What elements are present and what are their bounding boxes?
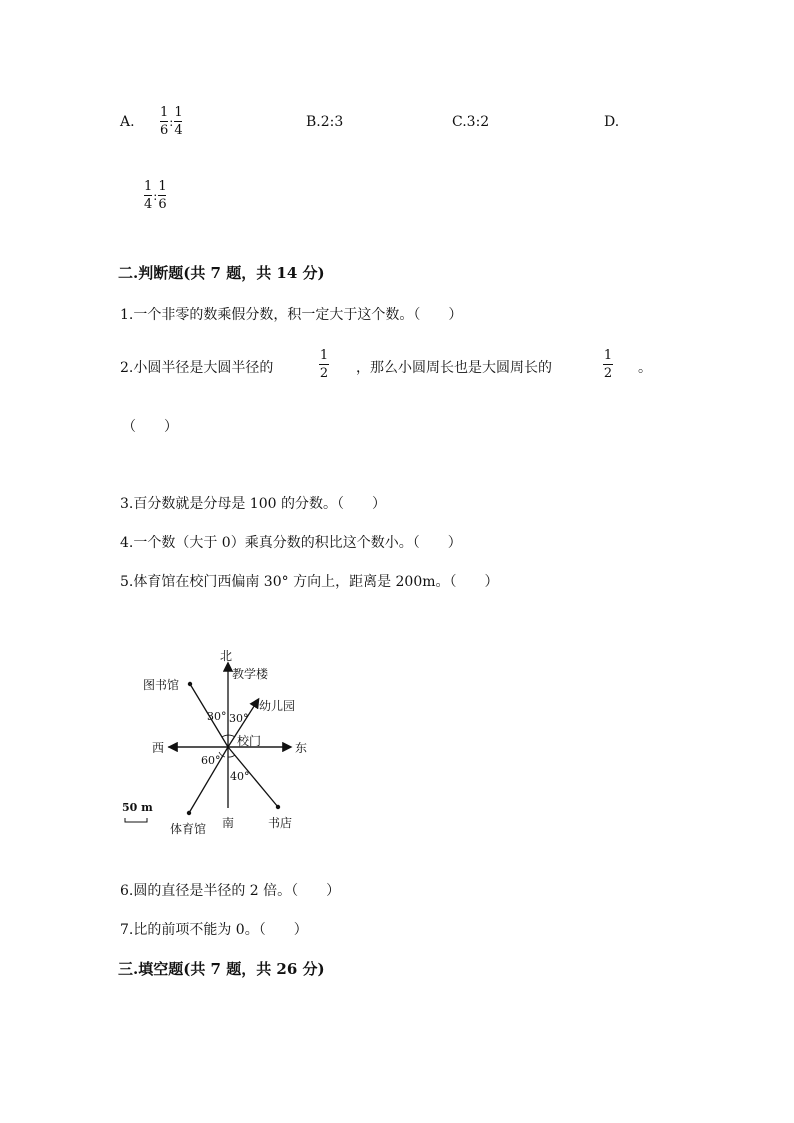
scale-bar <box>125 818 147 822</box>
numerator: 1 <box>174 105 183 120</box>
denominator: 6 <box>160 123 169 138</box>
north-label: 北 <box>220 649 233 663</box>
angle-30-right-label: 30° <box>229 712 249 725</box>
option-a-ratio: 1 6 : 1 4 <box>160 105 183 138</box>
option-d-ratio: 1 4 : 1 6 <box>144 179 167 212</box>
numerator: 1 <box>160 105 169 120</box>
question-1: 1.一个非零的数乘假分数，积一定大于这个数。（ ） <box>120 307 463 323</box>
kindergarten-label: 幼儿园 <box>259 699 296 713</box>
option-b: B.2:3 <box>306 114 344 130</box>
denominator: 4 <box>174 123 183 138</box>
question-2-part-a: 2.小圆半径是大圆半径的 <box>120 360 274 376</box>
question-5: 5.体育馆在校门西偏南 30° 方向上，距离是 200m。（ ） <box>120 574 499 590</box>
angle-30-left-label: 30° <box>207 710 227 723</box>
option-d-label: D. <box>604 114 620 130</box>
west-label: 西 <box>152 741 165 755</box>
angle-arc-southeast <box>228 755 235 757</box>
gym-point <box>187 811 191 815</box>
question-4: 4.一个数（大于 0）乘真分数的积比这个数小。（ ） <box>120 535 462 551</box>
teaching-building-label: 教学楼 <box>232 667 269 681</box>
question-6: 6.圆的直径是半径的 2 倍。（ ） <box>120 883 341 899</box>
library-label: 图书馆 <box>143 678 180 692</box>
angle-40-label: 40° <box>230 770 250 783</box>
compass-diagram <box>110 640 330 840</box>
numerator: 1 <box>158 179 167 194</box>
angle-60-label: 60° <box>201 754 221 767</box>
question-2-part-b: ，那么小圆周长也是大圆周长的 <box>356 360 552 376</box>
question-2-paren: （ ） <box>122 419 178 435</box>
denominator: 2 <box>603 366 613 381</box>
option-a-label: A. <box>120 114 135 130</box>
numerator: 1 <box>319 348 329 363</box>
section-2-title: 二.判断题(共 7 题，共 14 分) <box>118 264 325 282</box>
gate-label: 校门 <box>237 734 262 748</box>
denominator: 2 <box>319 366 329 381</box>
numerator: 1 <box>603 348 613 363</box>
numerator: 1 <box>144 179 153 194</box>
question-2-fraction-1 <box>319 349 329 380</box>
denominator: 6 <box>158 197 167 212</box>
south-label: 南 <box>222 816 235 830</box>
option-c: C.3:2 <box>452 114 490 130</box>
question-2-fraction-2 <box>603 349 613 380</box>
bookstore-point <box>276 805 280 809</box>
library-point <box>188 682 192 686</box>
scale-label: 50 m <box>122 801 153 814</box>
question-7: 7.比的前项不能为 0。（ ） <box>120 922 308 938</box>
bookstore-label: 书店 <box>268 816 293 830</box>
denominator: 4 <box>144 197 153 212</box>
question-3: 3.百分数就是分母是 100 的分数。（ ） <box>120 496 386 512</box>
gym-label: 体育馆 <box>170 822 207 836</box>
east-label: 东 <box>295 741 308 755</box>
section-3-title: 三.填空题(共 7 题，共 26 分) <box>118 960 325 978</box>
question-2-end: 。 <box>638 360 652 376</box>
